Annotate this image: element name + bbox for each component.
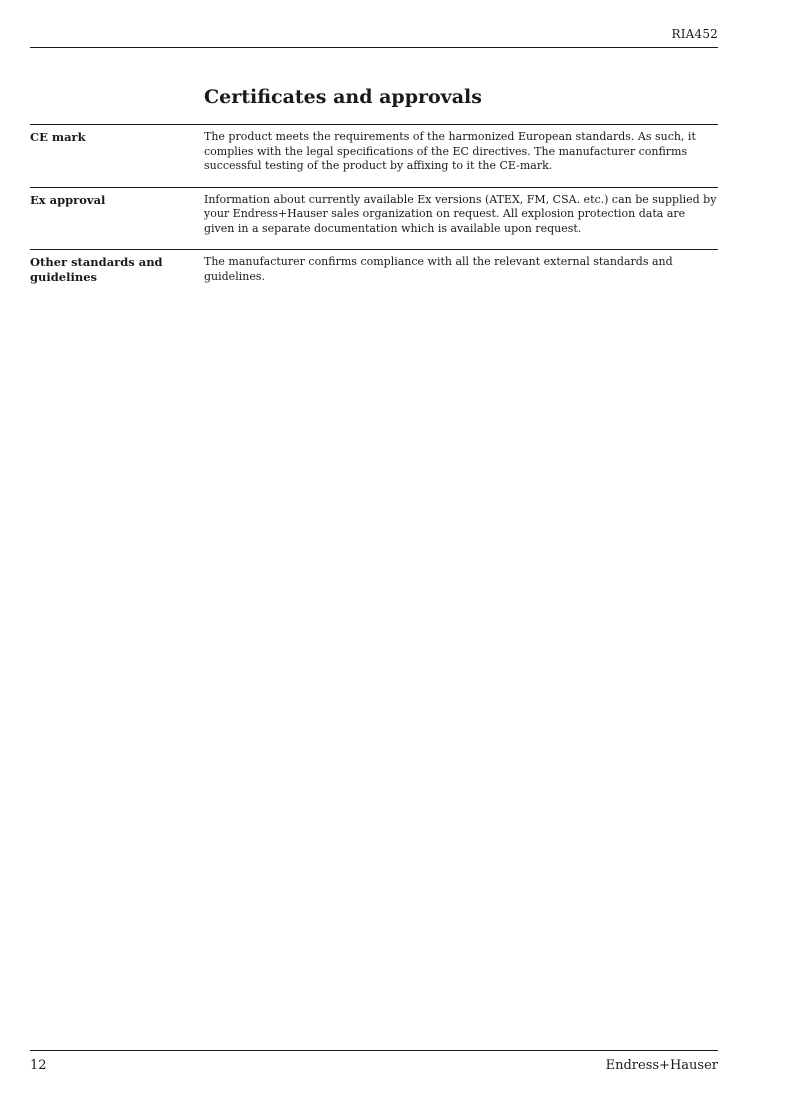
row-text-other-standards: The manufacturer confirms compliance with all the relevant external standards and guidelines. — [204, 255, 673, 283]
section-title: Certificates and approvals — [204, 86, 482, 108]
row-text-ce-mark: The product meets the requirements of the harmonized European standards. As such, it complies with the legal specifications of the EC directives. The manufacturer confirms successful testing of the product by affixing to it the CE-mark. — [204, 130, 696, 172]
document-id: RIA452 — [671, 27, 718, 41]
table-row — [30, 124, 718, 187]
certificates-table — [30, 124, 718, 297]
row-text-ex-approval: Information about currently available Ex versions (ATEX, FM, CSA. etc.) can be supplied by your Endress+Hauser sales organization on request. All explosion protection data are given in a separate documentation which is available upon request. — [204, 192, 717, 235]
row-label-other-standards: Other standards and guidelines — [30, 255, 163, 284]
table-row — [30, 187, 718, 250]
header-divider — [30, 47, 718, 48]
page-number: 12 — [30, 1058, 47, 1073]
footer-divider — [30, 1050, 718, 1051]
row-label-ce-mark: CE mark — [30, 130, 86, 144]
footer-brand: Endress+Hauser — [605, 1058, 718, 1073]
table-row — [30, 249, 718, 297]
row-label-ex-approval: Ex approval — [30, 192, 106, 207]
